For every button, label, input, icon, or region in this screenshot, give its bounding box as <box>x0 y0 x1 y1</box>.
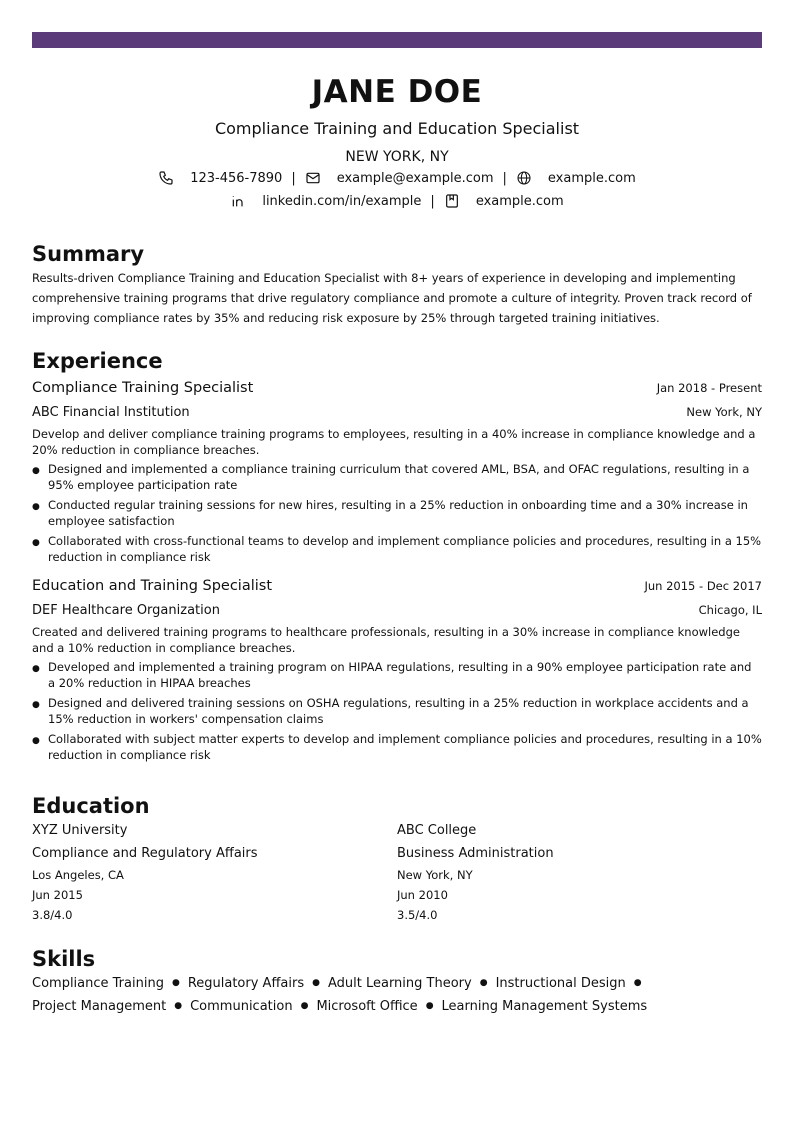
section-heading: Summary <box>32 242 145 266</box>
linkedin-icon <box>230 193 248 211</box>
job-title: Education and Training Specialist <box>32 578 273 594</box>
separator: | <box>291 170 296 186</box>
school-name: ABC College <box>397 823 477 838</box>
skill-item: Communication <box>190 999 293 1014</box>
skills-line-2: Project Management ● Communication ● Microsoft Office ● Learning Management Systems <box>32 999 648 1014</box>
candidate-title: Compliance Training and Education Specialist <box>214 119 580 138</box>
list-item: ● Designed and implemented a compliance training curriculum that covered AML, BSA, and OFAC regulations, resulting in a 95% employee participation rate <box>32 461 762 493</box>
section-heading: Education <box>32 794 150 818</box>
list-item: ● Designed and delivered training sessions on OSHA regulations, resulting in a 25% reduction in workplace accidents and a 15% reduction in workers' compensation claims <box>32 695 762 727</box>
skill-item: Instructional Design <box>495 976 626 991</box>
degree: Compliance and Regulatory Affairs <box>32 846 258 861</box>
contact-row-1 <box>32 167 762 190</box>
graduation-date: Jun 2010 <box>397 888 448 902</box>
job-organization: DEF Healthcare Organization <box>32 603 220 618</box>
summary-text: Results-driven Compliance Training and Education Specialist with 8+ years of experience in developing and implementing comprehensive training programs that drive regulatory compliance and promote a culture of integrity. Proven track record of improving compliance rates by 35% and reducing risk exposure by 25% through targeted training initiatives. <box>32 271 752 325</box>
phone-icon <box>158 170 176 188</box>
portfolio-icon <box>444 193 462 211</box>
graduation-date: Jun 2015 <box>32 888 83 902</box>
skill-item: Microsoft Office <box>316 999 418 1014</box>
education-section <box>32 793 762 925</box>
skill-item: Learning Management Systems <box>441 999 648 1014</box>
list-item: ● Conducted regular training sessions for new hires, resulting in a 25% reduction in onboarding time and a 30% increase in employee satisfaction <box>32 497 762 529</box>
skills-section <box>32 946 762 1018</box>
skill-item: Regulatory Affairs <box>187 976 305 991</box>
separator: | <box>430 193 435 209</box>
skill-item: Project Management <box>32 999 167 1014</box>
job-bullets <box>32 659 762 763</box>
job-title: Compliance Training Specialist <box>32 380 254 396</box>
job-entry <box>32 376 762 565</box>
contact-row-2 <box>32 190 762 213</box>
degree: Business Administration <box>397 846 554 861</box>
job-entry <box>32 574 762 763</box>
list-item: ● Collaborated with cross-functional teams to develop and implement compliance policies and procedures, resulting in a 15% reduction in compliance risk <box>32 533 762 565</box>
website-link[interactable]: example.com <box>547 170 636 186</box>
job-location: Chicago, IL <box>698 603 762 617</box>
job-description: Develop and deliver compliance training programs to employees, resulting in a 40% increase in compliance knowledge and a 20% reduction in compliance breaches. <box>32 427 756 457</box>
education-entry <box>32 819 397 925</box>
summary-section <box>32 241 762 328</box>
globe-icon <box>516 170 534 188</box>
skill-item: Compliance Training <box>32 976 164 991</box>
skill-item: Adult Learning Theory <box>327 976 472 991</box>
email-icon <box>305 170 323 188</box>
resume-header <box>32 72 762 213</box>
email-link[interactable]: example@example.com <box>336 170 494 186</box>
section-heading: Skills <box>32 947 96 971</box>
candidate-location: NEW YORK, NY <box>345 149 449 165</box>
gpa: 3.8/4.0 <box>32 908 73 922</box>
section-heading: Experience <box>32 349 163 373</box>
skills-line-1: Compliance Training ● Regulatory Affairs ● Adult Learning Theory ● Instructional Design ● <box>32 976 642 991</box>
job-bullets <box>32 461 762 565</box>
school-location: New York, NY <box>397 868 473 882</box>
education-entry <box>397 819 762 925</box>
list-item: ● Developed and implemented a training program on HIPAA regulations, resulting in a 90% employee participation rate and a 20% reduction in HIPAA breaches <box>32 659 762 691</box>
experience-section <box>32 348 762 767</box>
list-item: ● Collaborated with subject matter experts to develop and implement compliance policies and procedures, resulting in a 10% reduction in compliance risk <box>32 731 762 763</box>
school-name: XYZ University <box>32 823 128 838</box>
job-description: Created and delivered training programs to healthcare professionals, resulting in a 30% increase in compliance knowledge and a 10% reduction in compliance breaches. <box>32 625 740 655</box>
separator: | <box>502 170 507 186</box>
job-dates: Jan 2018 - Present <box>656 381 762 395</box>
school-location: Los Angeles, CA <box>32 868 124 882</box>
linkedin-link[interactable]: linkedin.com/in/example <box>262 193 422 209</box>
job-dates: Jun 2015 - Dec 2017 <box>644 579 762 593</box>
phone-number[interactable]: 123-456-7890 <box>190 170 283 186</box>
gpa: 3.5/4.0 <box>397 908 438 922</box>
accent-bar <box>32 32 762 48</box>
candidate-name: JANE DOE <box>311 74 483 110</box>
job-organization: ABC Financial Institution <box>32 405 190 420</box>
job-location: New York, NY <box>686 405 762 419</box>
portfolio-link[interactable]: example.com <box>475 193 564 209</box>
